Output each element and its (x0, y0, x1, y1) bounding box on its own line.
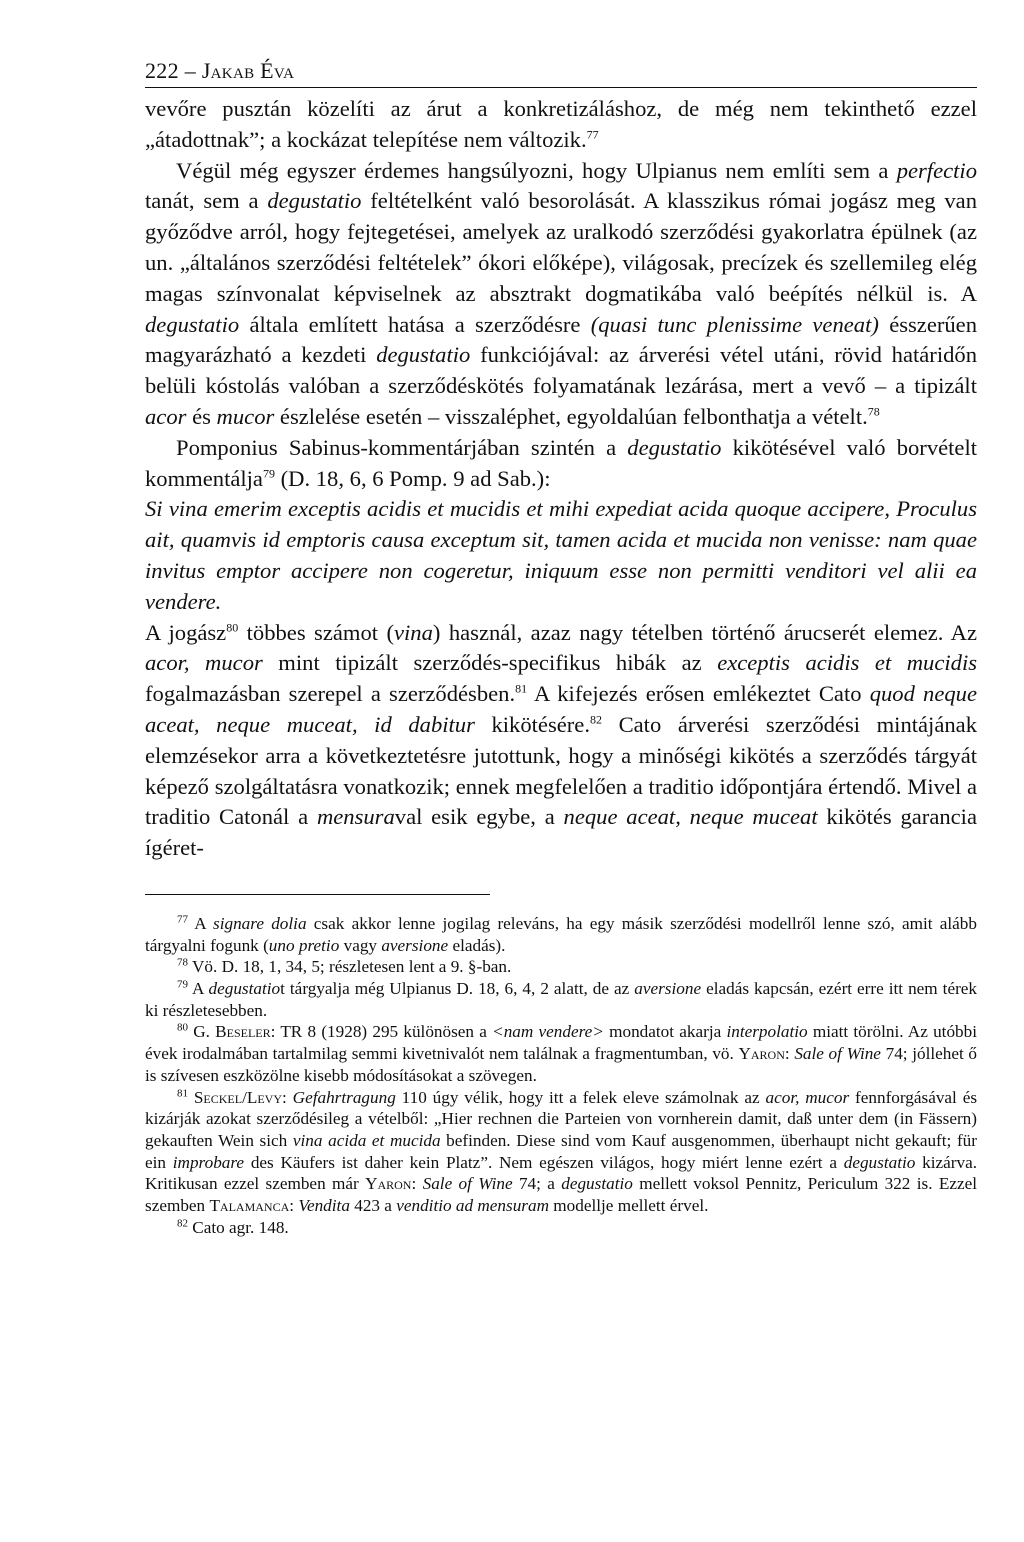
body-text (145, 94, 977, 864)
footnote-number: 82 (177, 1217, 188, 1230)
footnote-80: $^{80}$ G. Beseler: TR 8 (1928) 295 különösen a <nam vendere> mondatot akarja interpolatio miatt törölni. Az utóbbi évek irodalmában tartalmilag semmi kivetnivalót nem találnak a fragmentumban, vö. Yaron: Sale of Wine 74; jóllehet ő is szívesen eszközölne kisebb módosításokat a szövegen. (145, 1021, 978, 1085)
running-head (145, 58, 977, 88)
footnote-82: $^{82}$ Cato agr. 148. (177, 1217, 289, 1237)
footnote-ref-81: 81 (515, 681, 528, 696)
paragraph-2: Végül még egyszer érdemes hangsúlyozni, hogy Ulpianus nem említi sem a perfectio tanát, sem a degustatio feltételként való besorolását. A klasszikus római jogász meg van győződve arról, hogy fejtegetései, amelyek az uralkodó szerződési gyakorlatra épülnek (az un. „általános szerződési feltételek” ókori előképe), világosak, precízek és szellemileg elég magas színvonalat képviselnek az absztrakt dogmatikába való beépítés nélkül is. A degustatio általa említett hatása a szerződésre (quasi tunc plenissime veneat) ésszerűen magyarázható a kezdeti degustatio funkciójával: az árverési vétel utáni, rövid határidőn belüli kóstolás valóban a szerződéskötés folyamatának lezárása, mert a vevő – a tipizált acor és mucor észlelése esetén – visszaléphet, egyoldalúan felbonthatja a vételt.$^{78}$ (145, 157, 978, 429)
footnotes (145, 913, 977, 1239)
footnote-number: 81 (177, 1086, 188, 1099)
author-name: Jakab Éva (201, 58, 295, 83)
footnote-divider (145, 894, 490, 895)
page (145, 58, 977, 1238)
footnote-ref-79: 79 (262, 466, 275, 481)
header-separator: – (178, 58, 202, 83)
footnote-77: $^{77}$ A signare dolia csak akkor lenne jogilag releváns, ha egy másik szerződési modellről lenne szó, amit alább tárgyalni fogunk (uno pretio vagy aversione eladás). (145, 913, 977, 955)
footnote-ref-78: 78 (867, 404, 880, 419)
footnote-79: $^{79}$ A degustatiot tárgyalja még Ulpianus D. 18, 6, 4, 2 alatt, de az aversione eladás kapcsán, ezért erre itt nem térek ki részletesebben. (145, 978, 978, 1020)
footnote-ref-80: 80 (226, 620, 239, 635)
footnote-81: $^{81}$ Seckel/Levy: Gefahrtragung 110 úgy vélik, hogy itt a felek eleve számolnak az acor, mucor fennforgásával és kizárják azokat szerződésileg a vételből: „Hier rechnen die Parteien von vornherein damit, daß unter dem (in Fässern) gekauften Wein sich vina acida et mucida befinden. Diese sind vom Kauf ausgenommen, überhaupt nicht gekauft; für ein improbare des Käufers ist daher kein Platz”. Nem egészen világos, hogy miért lenne ezért a degustatio kizárva. Kritikusan ezzel szemben már Yaron: Sale of Wine 74; a degustatio mellett voksol Pennitz, Periculum 322 is. Ezzel szemben Talamanca: Vendita 423 a venditio ad mensuram modellje mellett érvel. (145, 1086, 978, 1216)
footnote-number: 77 (177, 913, 188, 926)
footnote-78: $^{78}$ Vö. D. 18, 1, 34, 5; részletesen lent a 9. §-ban. (177, 956, 512, 977)
footnote-number: 78 (177, 956, 188, 969)
block-quote: Si vina emerim exceptis acidis et mucidis et mihi expediat acida quoque accipere, Proculus ait, quamvis id emptoris causa exceptum sit, tamen acida et mucida non venisse: nam quae invitus emptor accipere non cogeretur, iniquum esse non permitti venditori vel alii ea vendere. (145, 496, 977, 614)
footnote-ref-82: 82 (589, 712, 602, 727)
paragraph-3: Pomponius Sabinus-kommentárjában szintén a degustatio kikötésével való borvételt kommentálja$^{79}$ (D. 18, 6, 6 Pomp. 9 ad Sab.): (145, 434, 978, 491)
footnote-number: 79 (177, 978, 188, 991)
footnote-ref-77: 77 (586, 127, 599, 142)
footnote-number: 80 (177, 1021, 188, 1034)
paragraph-4: A jogász$^{80}$ többes számot (vina) használ, azaz nagy tételben történő árucserét elemez. Az acor, mucor mint tipizált szerződés-specifikus hibák az exceptis acidis et mucidis fogalmazásban szerepel a szerződésben.$^{81}$ A kifejezés erősen emlékeztet Cato quod neque aceat, neque muceat, id dabitur kikötésére.$^{82}$ Cato árverési szerződési mintájának elemzésekor arra a következtetésre jutottunk, hogy a minőségi kikötés a szerződés tárgyát képező szolgáltatásra vonatkozik; ennek megfelelően a traditio időpontjára értendő. Mivel a traditio Catonál a mensuraval esik egybe, a neque aceat, neque muceat kikötés garancia ígéret- (145, 619, 978, 861)
paragraph-1: vevőre pusztán közelíti az árut a konkretizáláshoz, de még nem tekinthető ezzel „átadottnak”; a kockázat telepítése nem változik.$^{77}$ (145, 96, 977, 152)
page-number: 222 (145, 58, 179, 83)
